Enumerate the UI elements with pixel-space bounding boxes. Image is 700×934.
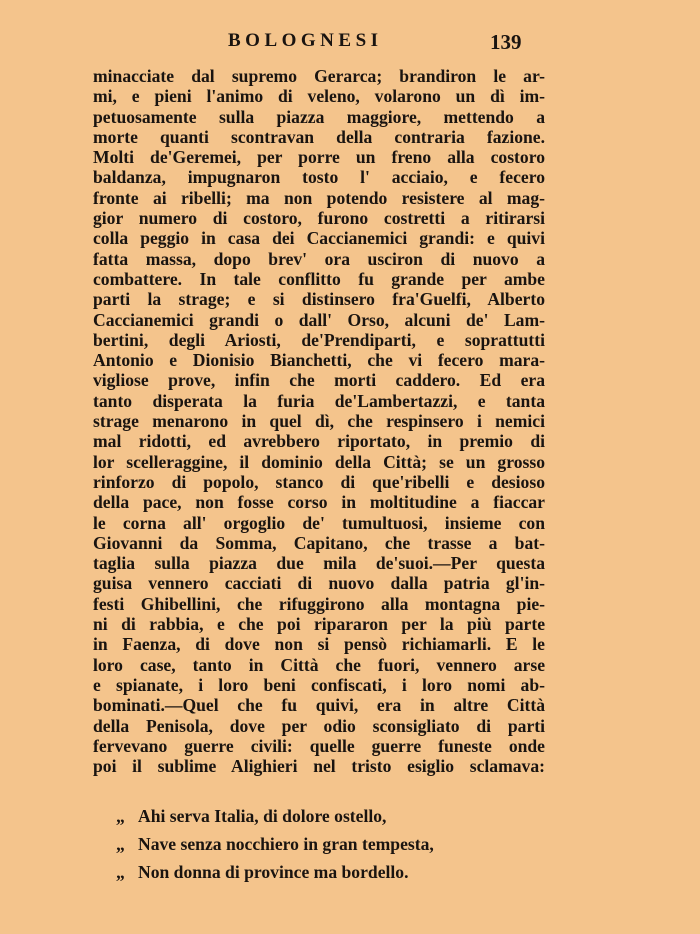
text-line: rinforzo di popolo, stanco di que'ribelli e desioso bbox=[93, 471, 545, 492]
text-line: le corna all' orgoglio de' tumultuosi, insieme con bbox=[93, 512, 545, 533]
text-line: colla peggio in casa dei Caccianemici grandi: e quivi bbox=[93, 228, 545, 249]
text-line: vigliose prove, infin che morti caddero. Ed era bbox=[93, 370, 545, 391]
text-line: minacciate dal supremo Gerarca; brandiron le ar- bbox=[93, 66, 545, 86]
verse-line bbox=[116, 830, 536, 858]
quotation-mark: „ bbox=[116, 806, 125, 826]
running-title: BOLOGNESI bbox=[228, 30, 383, 51]
verse-text: Non donna di province ma bordello. bbox=[138, 862, 409, 882]
text-line: fronte ai ribelli; ma non potendo resistere al mag- bbox=[93, 187, 545, 208]
text-line: mi, e pieni l'animo di veleno, volarono un dì im- bbox=[93, 86, 545, 107]
text-line: Molti de'Geremei, per porre un freno alla costoro bbox=[93, 147, 545, 168]
text-line: della pace, non fosse corso in moltitudine a fiaccar bbox=[93, 492, 545, 513]
verse-text: Ahi serva Italia, di dolore ostello, bbox=[138, 806, 387, 826]
text-line: morte quanti scontravan della contraria fazione. bbox=[93, 126, 545, 147]
text-line: in Faenza, di dove non si pensò richiamarli. E le bbox=[93, 634, 545, 655]
text-line: strage menarono in quel dì, che respinsero i nemici bbox=[93, 411, 545, 432]
text-line: taglia sulla piazza due mila de'suoi.—Per questa bbox=[93, 553, 545, 574]
text-line: bertini, degli Ariosti, de'Prendiparti, e soprattutti bbox=[93, 329, 545, 350]
text-line: Antonio e Dionisio Bianchetti, che vi fecero mara- bbox=[93, 350, 545, 371]
quotation-mark: „ bbox=[116, 862, 125, 882]
text-line: baldanza, impugnaron tosto l' acciaio, e fecero bbox=[93, 167, 545, 188]
text-line: petuosamente sulla piazza maggiore, mettendo a bbox=[93, 106, 545, 127]
text-line: e spianate, i loro beni confiscati, i loro nomi ab- bbox=[93, 674, 545, 695]
verse-line bbox=[116, 802, 536, 830]
text-line: della Penisola, dove per odio sconsigliato di parti bbox=[93, 715, 545, 736]
verse-quotation bbox=[116, 802, 536, 886]
body-text bbox=[93, 66, 545, 776]
page-number: 139 bbox=[490, 30, 522, 54]
quotation-mark: „ bbox=[116, 834, 125, 854]
text-line: loro case, tanto in Città che fuori, vennero arse bbox=[93, 654, 545, 675]
text-line: ni di rabbia, e che poi ripararon per la più parte bbox=[93, 614, 545, 635]
text-line: parti la strage; e si distinsero fra'Guelfi, Alberto bbox=[93, 289, 545, 310]
verse-text: Nave senza nocchiero in gran tempesta, bbox=[138, 834, 434, 854]
text-line: bominati.—Quel che fu quivi, era in altre Città bbox=[93, 695, 545, 716]
running-head bbox=[0, 30, 700, 54]
text-line: Giovanni da Somma, Capitano, che trasse a bat- bbox=[93, 532, 545, 553]
text-line: fatta massa, dopo brev' ora usciron di nuovo a bbox=[93, 248, 545, 269]
text-line: guisa vennero cacciati di nuovo dalla patria gl'in- bbox=[93, 573, 545, 594]
text-line: poi il sublime Alighieri nel tristo esiglio sclamava: bbox=[93, 756, 545, 777]
verse-line bbox=[116, 858, 536, 886]
text-line: tanto disperata la furia de'Lambertazzi, e tanta bbox=[93, 390, 545, 411]
text-line: combattere. In tale conflitto fu grande per ambe bbox=[93, 268, 545, 289]
text-line: festi Ghibellini, che rifuggirono alla montagna pie- bbox=[93, 593, 545, 614]
text-line: mal ridotti, ed avrebbero riportato, in premio di bbox=[93, 431, 545, 452]
text-line: Caccianemici grandi o dall' Orso, alcuni de' Lam- bbox=[93, 309, 545, 330]
text-line: fervevano guerre civili: quelle guerre funeste onde bbox=[93, 735, 545, 756]
text-line: lor scelleraggine, il dominio della Città; se un grosso bbox=[93, 451, 545, 472]
text-line: gior numero di costoro, furono costretti a ritirarsi bbox=[93, 208, 545, 229]
